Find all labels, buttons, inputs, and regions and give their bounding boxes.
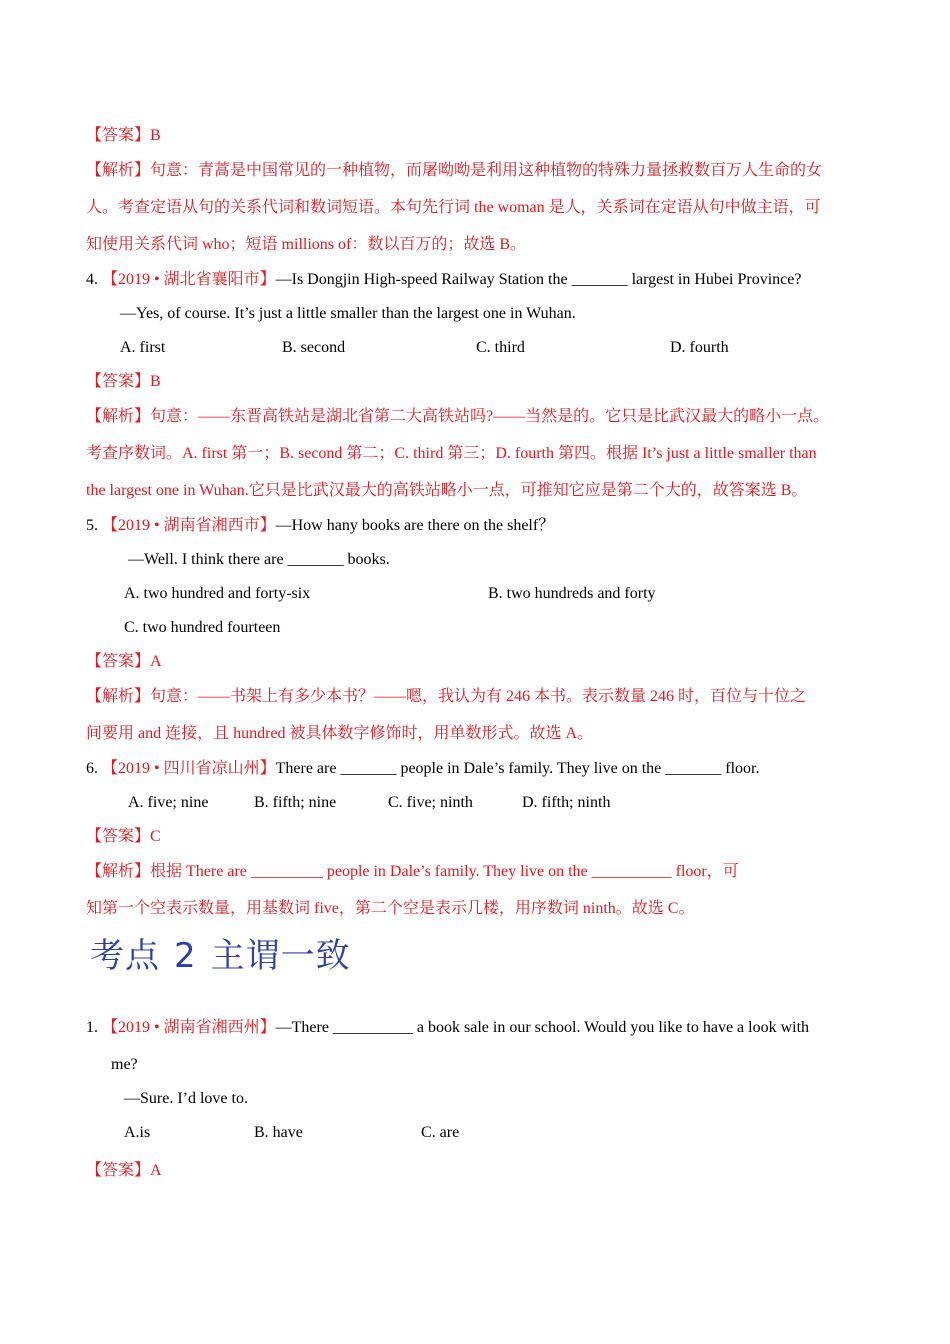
analysis-prev-line-2: 人。考查定语从句的关系代词和数词短语。本句先行词 the woman 是人，关系词在定语从句中做主语，可 [86, 199, 821, 216]
question-source: 【2019 • 四川省凉山州】 [102, 760, 276, 777]
question-number: 1. [86, 1019, 98, 1036]
section2-question-1-stem-cont: me? [111, 1056, 138, 1073]
question-4 [86, 270, 801, 290]
q6-option-d: D. fifth; ninth [522, 794, 611, 811]
analysis-q5-line-2: 间要用 and 连接，且 hundred 被具体数字修饰时，用单数形式。故选 A。 [86, 725, 594, 742]
analysis-prev-line-1: 【解析】句意：青蒿是中国常见的一种植物，而屠呦呦是利用这种植物的特殊力量拯救数百万人生命的女 [86, 162, 823, 179]
question-stem: —Is Dongjin High-speed Railway Station the _______ largest in Hubei Province? [275, 271, 802, 288]
section-number: 2 [174, 936, 197, 976]
question-6 [86, 759, 759, 779]
s2q1-option-a: A.is [124, 1124, 151, 1141]
question-source: 【2019 • 湖南省湘西市】 [102, 517, 276, 534]
section-title: 主谓一致 [210, 936, 351, 976]
analysis-q5-line-1: 【解析】句意：——书架上有多少本书？——嗯，我认为有 246 本书。表示数量 246 时，百位与十位之 [86, 688, 807, 705]
q6-option-c: C. five; ninth [388, 794, 473, 811]
q4-option-b: B. second [282, 339, 346, 356]
q4-option-a: A. first [120, 339, 166, 356]
q5-option-c: C. two hundred fourteen [124, 619, 281, 636]
question-4-reply: —Yes, of course. It’s just a little smaller than the largest one in Wuhan. [120, 305, 576, 322]
q5-option-b: B. two hundreds and forty [488, 585, 656, 602]
question-stem: —There __________ a book sale in our school. Would you like to have a look with [275, 1019, 810, 1036]
question-number: 6. [86, 760, 98, 777]
answer-s2q1: 【答案】A [86, 1162, 162, 1179]
s2q1-option-c: C. are [421, 1124, 460, 1141]
q6-option-b: B. fifth; nine [254, 794, 337, 811]
question-stem: There are _______ people in Dale’s family. They live on the _______ floor. [275, 760, 760, 777]
question-source: 【2019 • 湖北省襄阳市】 [102, 271, 276, 288]
s2q1-option-b: B. have [254, 1124, 303, 1141]
question-number: 5. [86, 517, 98, 534]
q4-option-d: D. fourth [670, 339, 729, 356]
analysis-prev-line-3: 知使用关系代词 who；短语 millions of：数以百万的；故选 B。 [86, 236, 527, 253]
q6-option-a: A. five; nine [128, 794, 209, 811]
question-number: 4. [86, 271, 98, 288]
q5-option-a: A. two hundred and forty-six [124, 585, 311, 602]
question-5-reply: —Well. I think there are _______ books. [128, 551, 390, 568]
analysis-q4-line-2: 考查序数词。A. first 第一；B. second 第二；C. third 第三；D. fourth 第四。根据 It’s just a little smaller than [86, 445, 817, 462]
q4-option-c: C. third [476, 339, 525, 356]
section-prefix: 考点 [90, 936, 160, 976]
analysis-q6-line-1: 【解析】根据 There are _________ people in Dale’s family. They live on the __________ floor，可 [86, 863, 739, 880]
question-source: 【2019 • 湖南省湘西州】 [102, 1019, 276, 1036]
section-heading [90, 936, 351, 976]
analysis-q4-line-1: 【解析】句意：——东晋高铁站是湖北省第二大高铁站吗?——当然是的。它只是比武汉最大的略小一点。 [86, 408, 830, 425]
answer-prev: 【答案】B [86, 127, 161, 144]
answer-q4: 【答案】B [86, 373, 161, 390]
section2-question-1 [86, 1018, 809, 1038]
question-5 [86, 516, 554, 536]
section2-question-1-reply: —Sure. I’d love to. [124, 1090, 248, 1107]
analysis-q6-line-2: 知第一个空表示数量，用基数词 five，第二个空是表示几楼，用序数词 ninth。故选 C。 [86, 900, 695, 917]
answer-q6: 【答案】C [86, 828, 161, 845]
answer-q5: 【答案】A [86, 653, 162, 670]
analysis-q4-line-3: the largest one in Wuhan.它只是比武汉最大的高铁站略小一点，可推知它应是第二个大的，故答案选 B。 [86, 482, 808, 499]
question-stem: —How hany books are there on the shelf？ [275, 517, 555, 534]
